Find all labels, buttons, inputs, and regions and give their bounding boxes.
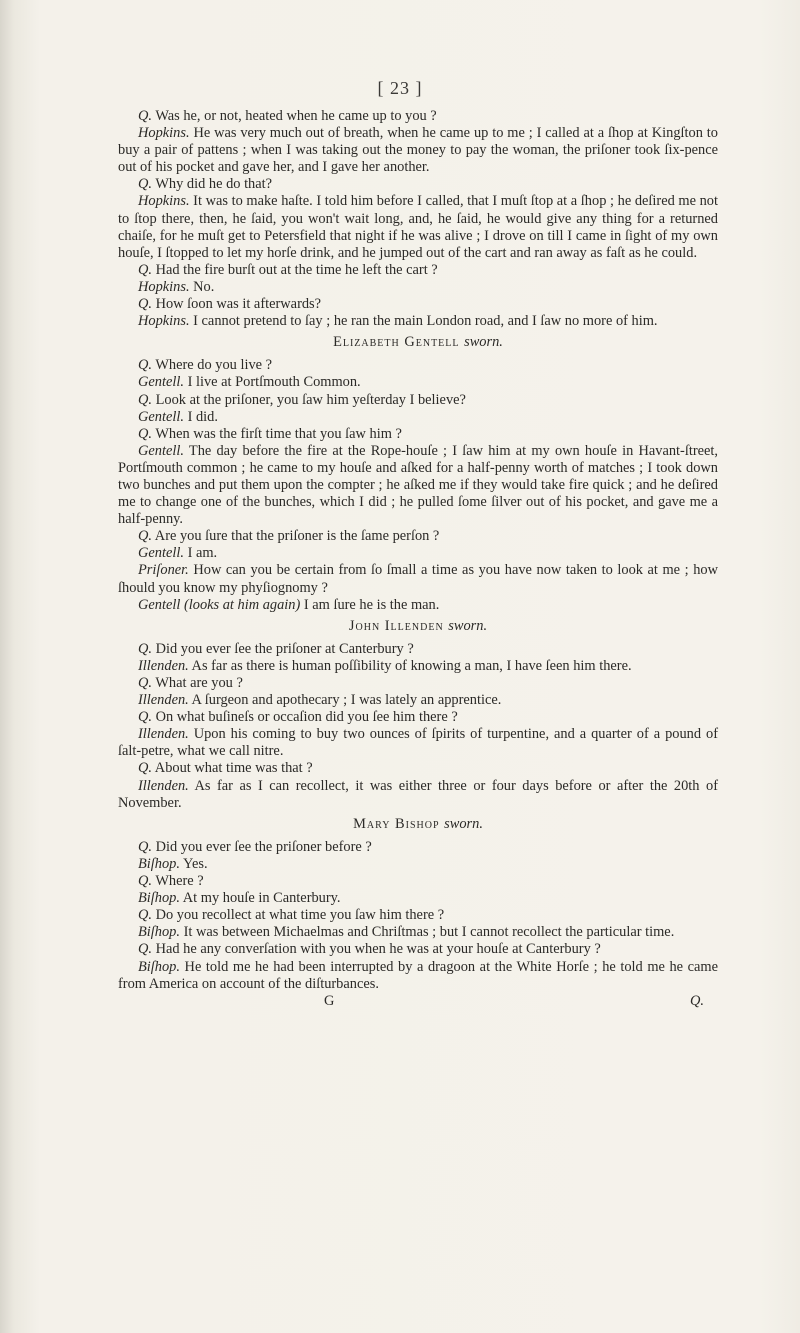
witness-heading xyxy=(118,334,718,351)
speaker-label: Q. xyxy=(138,907,152,924)
speaker-label: Q. xyxy=(138,640,152,657)
testimony-line xyxy=(118,176,718,193)
testimony-text: It was between Michaelmas and Chriſtmas ; but I cannot recollect the particular time. xyxy=(179,924,675,941)
testimony-line xyxy=(118,193,718,261)
testimony-line xyxy=(118,374,718,391)
testimony-text: Do you recollect at what time you ſaw him there ? xyxy=(152,907,445,924)
sworn-label: sworn. xyxy=(448,617,488,634)
testimony-text: How ſoon was it afterwards? xyxy=(152,296,322,313)
speaker-label: Q. xyxy=(138,838,152,855)
speaker-label: Hopkins. xyxy=(138,193,190,210)
testimony-text: As far as I can recollect, it was either three or four days before or after the 20th of November. xyxy=(118,777,718,811)
testimony-line xyxy=(118,890,718,907)
testimony-text: How can you be certain from ſo ſmall a time as you have now taken to look at me ; how ſhould you know my phyſiognomy ? xyxy=(118,562,718,596)
witness-name: Mary Bishop xyxy=(353,815,440,832)
testimony-text: He told me he had been interrupted by a dragoon at the White Horſe ; he told me he came from America on account of the diſturbances. xyxy=(118,958,718,992)
sworn-label: sworn. xyxy=(444,815,483,832)
speaker-label: Q. xyxy=(138,108,152,124)
testimony-line xyxy=(118,641,718,658)
testimony-line xyxy=(118,856,718,873)
speaker-label: Illenden. xyxy=(138,692,189,709)
testimony-line xyxy=(118,924,718,941)
testimony-text: I live at Portſmouth Common. xyxy=(183,374,361,391)
testimony-text: Did you ever ſee the priſoner at Canterbury ? xyxy=(152,640,414,657)
testimony-text: I cannot pretend to ſay ; he ran the main London road, and I ſaw no more of him. xyxy=(189,313,658,330)
testimony-text: I am. xyxy=(183,545,218,562)
speaker-label: Illenden. xyxy=(138,777,189,794)
testimony-text: Are you ſure that the priſoner is the ſame perſon ? xyxy=(152,528,440,545)
testimony-text: Why did he do that? xyxy=(152,176,273,193)
witness-name: Elizabeth Gentell xyxy=(333,334,460,351)
speaker-label: Gentell. xyxy=(138,442,184,459)
testimony-text: As far as there is human poſſibility of knowing a man, I have ſeen him there. xyxy=(188,657,632,674)
speaker-label: Q. xyxy=(138,760,152,777)
speaker-label: Biſhop. xyxy=(138,855,180,872)
speaker-label: Biſhop. xyxy=(138,924,180,941)
speaker-label: Biſhop. xyxy=(138,958,180,975)
speaker-label: Q. xyxy=(138,675,152,691)
testimony-line xyxy=(118,108,718,125)
testimony-line xyxy=(118,528,718,545)
testimony-text: On what buſineſs or occaſion did you ſee him there ? xyxy=(152,709,458,726)
page-number: [ 23 ] xyxy=(377,78,423,98)
testimony-line xyxy=(118,296,718,313)
testimony-line xyxy=(118,426,718,443)
testimony-line xyxy=(118,392,718,409)
speaker-label: Hopkins. xyxy=(138,125,190,142)
testimony-line xyxy=(118,726,718,760)
testimony-text: When was the firſt time that you ſaw him ? xyxy=(152,425,402,442)
testimony-text: The day before the fire at the Rope-houſe ; I ſaw him at my own houſe in Havant-ſtreet, Portſmouth common ; he came to my houſe and aſked for a half-penny worth of matches ; I took down two bunches and put them upon the compter ; he aſked me if they would take fire quick ; and he deſired me to change one of the bunches, which I did ; he pulled ſome ſilver out of his pocket, and gave me a half-penny. xyxy=(118,442,718,528)
speaker-label: Gentell (looks at him again) xyxy=(138,596,301,613)
catchword-line xyxy=(118,993,718,1010)
speaker-label: Illenden. xyxy=(138,657,189,674)
testimony-line xyxy=(118,760,718,777)
speaker-label: Q. xyxy=(138,425,152,442)
speaker-label: Q. xyxy=(138,941,152,958)
testimony-text: Look at the priſoner, you ſaw him yeſterday I believe? xyxy=(152,391,466,408)
speaker-label: Priſoner. xyxy=(138,562,189,579)
testimony-text: Yes. xyxy=(179,855,208,872)
testimony-text: At my houſe in Canterbury. xyxy=(179,890,341,907)
witness-heading xyxy=(118,816,718,833)
testimony-line xyxy=(118,313,718,330)
testimony-line xyxy=(118,357,718,374)
speaker-label: Hopkins. xyxy=(138,313,190,330)
speaker-label: Gentell. xyxy=(138,408,184,425)
testimony-line xyxy=(118,941,718,958)
testimony-line xyxy=(118,778,718,812)
speaker-label: Q. xyxy=(138,296,152,313)
testimony-line xyxy=(118,409,718,426)
speaker-label: Hopkins. xyxy=(138,278,190,295)
speaker-label: Gentell. xyxy=(138,545,184,562)
sworn-label: sworn. xyxy=(464,334,503,351)
testimony-line xyxy=(118,262,718,279)
speaker-label: Q. xyxy=(138,357,152,374)
witness-heading xyxy=(118,618,718,635)
testimony-text: Was he, or not, heated when he came up to you ? xyxy=(152,108,437,124)
speaker-label: Q. xyxy=(138,176,152,193)
testimony-line xyxy=(118,907,718,924)
testimony-text: Where ? xyxy=(152,873,204,890)
testimony-line xyxy=(118,873,718,890)
page-text xyxy=(118,108,718,1010)
speaker-label: Q. xyxy=(138,709,152,726)
speaker-label: Q. xyxy=(138,261,152,278)
testimony-text: He was very much out of breath, when he came up to me ; I called at a ſhop at Kingſton to buy a pair of pattens ; when I was taking out the money to pay the woman, the priſoner took ſix-pence out of his pocket and gave her, and I gave her another. xyxy=(118,125,718,176)
speaker-label: Q. xyxy=(138,391,152,408)
testimony-text: It was to make haſte. I told him before I called, that I muſt ſtop at a ſhop ; he deſired me not to ſtop there, then, he ſaid, you won't wait long, and, he ſaid, he would give any thing for a returned chaiſe, for he muſt get to Petersfield that night if he was alive ; I drove on till I came in ſight of my own houſe, I ſtopped to let my horſe drink, and he jumped out of the cart and ran away as faſt as he could. xyxy=(118,193,718,261)
testimony-text: A ſurgeon and apothecary ; I was lately an apprentice. xyxy=(188,692,502,709)
testimony-line xyxy=(118,443,718,528)
testimony-line xyxy=(118,597,718,614)
testimony-text: Where do you live ? xyxy=(152,357,273,374)
speaker-label: Illenden. xyxy=(138,726,189,743)
testimony-line xyxy=(118,692,718,709)
speaker-label: Q. xyxy=(138,873,152,890)
testimony-text: Did you ever ſee the priſoner before ? xyxy=(152,838,372,855)
testimony-line xyxy=(118,658,718,675)
testimony-text: Had the fire burſt out at the time he left the cart ? xyxy=(152,261,438,278)
testimony-text: Upon his coming to buy two ounces of ſpirits of turpentine, and a quarter of a pound of ſalt-petre, what we call nitre. xyxy=(118,726,718,760)
testimony-text: I am ſure he is the man. xyxy=(300,596,440,613)
testimony-line xyxy=(118,125,718,176)
signature-mark: G xyxy=(324,992,335,1009)
testimony-line xyxy=(118,839,718,856)
speaker-label: Biſhop. xyxy=(138,890,180,907)
testimony-line xyxy=(118,545,718,562)
speaker-label: Gentell. xyxy=(138,374,184,391)
testimony-text: About what time was that ? xyxy=(152,760,313,777)
testimony-text: Had he any converſation with you when he was at your houſe at Canterbury ? xyxy=(152,941,601,958)
testimony-line xyxy=(118,562,718,596)
testimony-text: What are you ? xyxy=(152,675,243,691)
testimony-line xyxy=(118,279,718,296)
catchword: Q. xyxy=(690,992,704,1009)
testimony-line xyxy=(118,959,718,993)
testimony-text: I did. xyxy=(183,408,218,425)
testimony-line xyxy=(118,709,718,726)
speaker-label: Q. xyxy=(138,528,152,545)
witness-name: John Illenden xyxy=(348,617,444,634)
testimony-line xyxy=(118,675,718,692)
testimony-text: No. xyxy=(189,278,215,295)
